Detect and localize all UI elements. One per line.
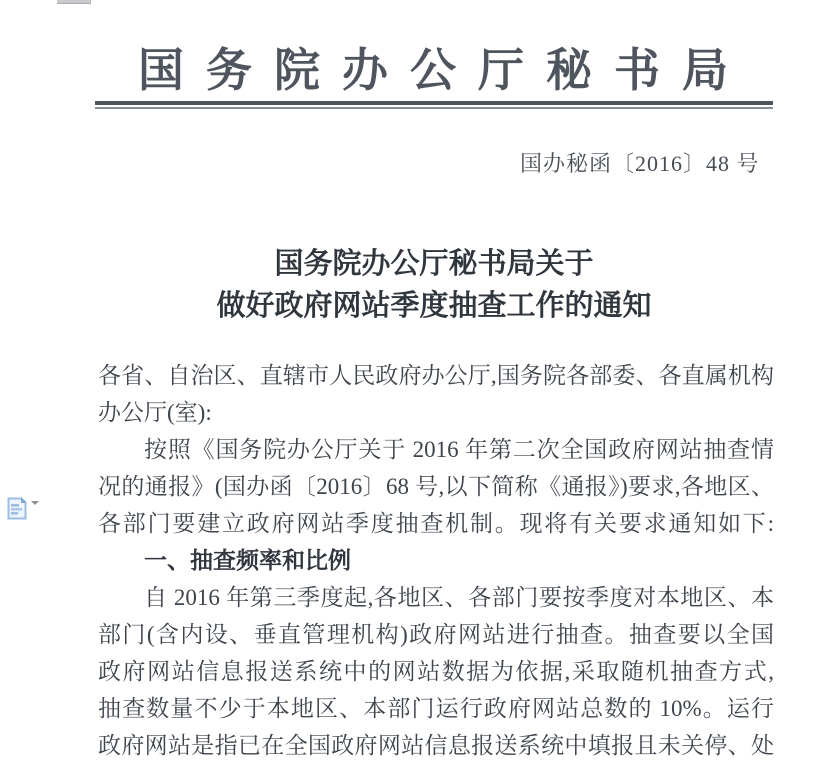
window-artifact-bar [57,0,91,4]
document-title [95,243,773,327]
chevron-down-icon[interactable] [31,505,41,513]
body-line: 按照《国务院办公厅关于 2016 年第二次全国政府网站抽查情 [144,437,774,462]
document-paste-options-icon [7,497,27,525]
body-line: 部门(含内设、垂直管理机构)政府网站进行抽查。抽查要以全国 [98,622,774,647]
document-body [98,357,774,764]
paste-options-button[interactable] [5,496,41,522]
body-line: 各省、自治区、直辖市人民政府办公厅,国务院各部委、各直属机构 [98,363,774,388]
body-line: 办公厅(室): [98,400,212,425]
letterhead-title: 国务院办公厅秘书局 [138,45,750,96]
section-heading: 一、抽查频率和比例 [144,548,351,573]
body-line: 况的通报》(国办函〔2016〕68 号,以下简称《通报》)要求,各地区、 [98,474,774,499]
document-number: 国办秘函〔2016〕48 号 [520,151,760,176]
body-line: 各部门要建立政府网站季度抽查机制。现将有关要求通知如下: [98,511,774,536]
letterhead-divider [95,101,773,109]
body-line: 政府网站是指已在全国政府网站信息报送系统中填报且未关停、处 [98,733,774,758]
body-line: 自 2016 年第三季度起,各地区、各部门要按季度对本地区、本 [144,585,774,610]
body-line: 政府网站信息报送系统中的网站数据为依据,采取随机抽查方式, [98,659,774,684]
body-line: 抽查数量不少于本地区、本部门运行政府网站总数的 10%。运行 [98,696,774,721]
document-title-line2: 做好政府网站季度抽查工作的通知 [216,290,652,322]
document-title-line1: 国务院办公厅秘书局关于 [274,248,594,280]
